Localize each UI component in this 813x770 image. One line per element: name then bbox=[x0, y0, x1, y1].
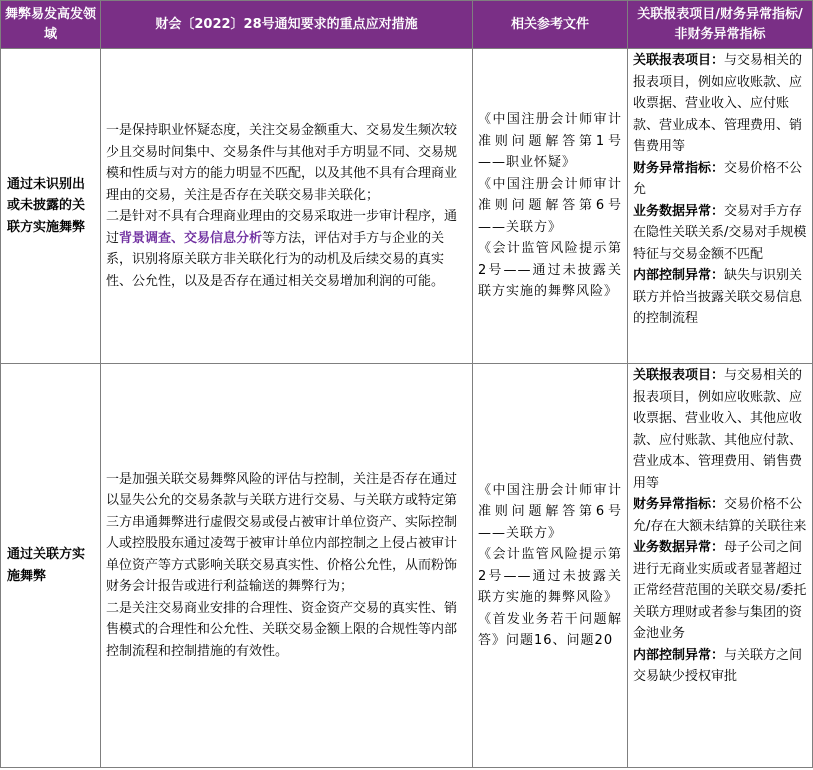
header-indicators: 关联报表项目/财务异常指标/非财务异常指标 bbox=[628, 1, 813, 49]
measure-item: 一是加强关联交易舞弊风险的评估与控制，关注是否存在通过以显失公允的交易条款与关联方进行交易、与关联方或特定第三方串通舞弊进行虚假交易或侵占被审计单位资产、实际控制人或控股股东通过凌驾于被审计单位内部控制之上侵占被审计单位资产等方式影响关联交易真实性、价格公允性，从而粉饰财务会计报告或进行利益输送的舞弊行为； bbox=[106, 471, 458, 595]
measure-item: 二是关注交易商业安排的合理性、资金资产交易的真实性、销售模式的合理性和公允性、关联交易金额上限的合规性等内部控制流程和控制措施的有效性。 bbox=[106, 600, 458, 659]
indicator-item bbox=[633, 50, 807, 158]
table-row bbox=[1, 364, 813, 768]
measures-cell bbox=[101, 364, 473, 768]
table-row bbox=[1, 49, 813, 364]
reference-item: 《会计监管风险提示第2号——通过未披露关联方实施的舞弊风险》 bbox=[478, 547, 622, 605]
indicator-item bbox=[633, 365, 807, 494]
reference-item: 《首发业务若干问题解答》问题16、问题20 bbox=[478, 611, 622, 648]
table-header-row bbox=[1, 1, 813, 49]
indicator-text: 缺失与识别关联方并恰当披露关联交易信息的控制流程 bbox=[633, 268, 803, 326]
indicator-text: 交易价格不公允 bbox=[633, 160, 803, 197]
measure-item bbox=[106, 206, 467, 292]
indicator-label: 业务数据异常： bbox=[633, 203, 725, 219]
indicator-item bbox=[633, 265, 807, 330]
header-measures: 财会〔2022〕28号通知要求的重点应对措施 bbox=[101, 1, 473, 49]
indicator-label: 关联报表项目： bbox=[633, 368, 725, 383]
reference-item: 《会计监管风险提示第2号——通过未披露关联方实施的舞弊风险》 bbox=[478, 241, 622, 300]
indicator-label: 关联报表项目： bbox=[633, 53, 725, 68]
indicator-item bbox=[633, 537, 807, 645]
header-references: 相关参考文件 bbox=[473, 1, 628, 49]
indicator-label: 内部控制异常： bbox=[633, 268, 725, 283]
indicator-text: 交易对手方存在隐性关联关系/交易对手规模特征与交易金额不匹配 bbox=[633, 203, 807, 262]
indicator-item bbox=[633, 201, 807, 266]
highlight-transaction-analysis: 交易信息分析 bbox=[184, 230, 263, 246]
indicator-text: 交易价格不公允/存在大额未结算的关联往来 bbox=[633, 497, 807, 534]
header-area: 舞弊易发高发领域 bbox=[1, 1, 101, 49]
fraud-area-cell: 通过关联方实施舞弊 bbox=[1, 364, 101, 768]
indicator-label: 财务异常指标： bbox=[633, 160, 725, 176]
fraud-area-cell: 通过未识别出或未披露的关联方实施舞弊 bbox=[1, 49, 101, 364]
indicator-text: 与交易相关的报表项目，例如应收账款、应收票据、营业收入、其他应收款、应付账款、其他应付款、营业成本、管理费用、销售费用等 bbox=[633, 368, 803, 491]
indicator-item bbox=[633, 494, 807, 537]
indicators-cell bbox=[628, 49, 813, 364]
references-cell bbox=[473, 364, 628, 768]
reference-item: 《中国注册会计师审计准则问题解答第6号——关联方》 bbox=[478, 176, 622, 235]
indicator-text: 母子公司之间进行无商业实质或者显著超过正常经营范围的关联交易/委托关联方理财或者参与集团的资金池业务 bbox=[633, 540, 807, 641]
indicators-cell bbox=[628, 364, 813, 768]
indicator-item bbox=[633, 158, 807, 201]
references-cell bbox=[473, 49, 628, 364]
highlight-background-check: 背景调查 bbox=[119, 230, 172, 246]
measure-text: 等方法，评估对手方与企业的关系，识别将原关联方非关联化行为的动机及后续交易的真实性、公允性，以及是否存在通过相关交易增加利润的可能。 bbox=[106, 230, 445, 289]
measure-item: 一是保持职业怀疑态度，关注交易金额重大、交易发生频次较少且交易时间集中、交易条件与其他对手方明显不同、交易规模和性质与对方的能力明显不匹配，以及其他不具有合理商业理由的交易，关注是否存在关联交易非关联化； bbox=[106, 123, 458, 203]
measure-text: 二是针对不具有合理商业理由的交易采取进一步审计程序，通过 bbox=[106, 209, 458, 246]
indicator-text: 与关联方之间交易缺少授权审批 bbox=[633, 647, 803, 684]
measures-cell bbox=[101, 49, 473, 364]
indicator-label: 内部控制异常： bbox=[633, 647, 725, 663]
reference-item: 《中国注册会计师审计准则问题解答第6号——关联方》 bbox=[478, 482, 622, 541]
indicator-label: 财务异常指标： bbox=[633, 497, 725, 512]
indicator-label: 业务数据异常： bbox=[633, 540, 725, 555]
indicator-item bbox=[633, 645, 807, 688]
reference-item: 《中国注册会计师审计准则问题解答第1号——职业怀疑》 bbox=[478, 112, 622, 171]
highlight-separator: 、 bbox=[171, 230, 185, 246]
indicator-text: 与交易相关的报表项目，例如应收账款、应收票据、营业收入、应付账款、营业成本、管理费用、销售费用等 bbox=[633, 53, 803, 154]
